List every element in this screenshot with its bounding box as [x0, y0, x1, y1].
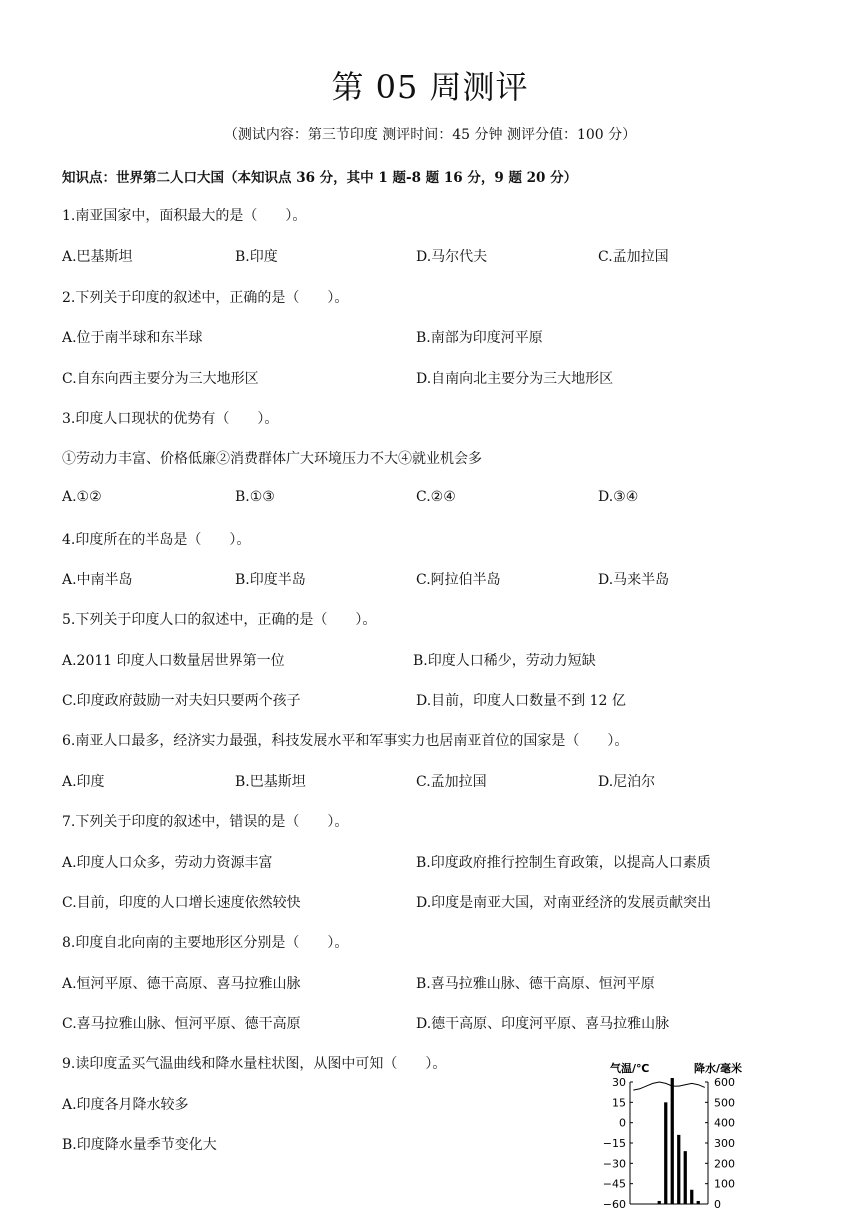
option-c[interactable]: C.印度政府鼓励一对夫妇只要两个孩子 — [62, 693, 301, 709]
right-tick-label: 100 — [714, 1177, 735, 1191]
question-stem: 2.下列关于印度的叙述中，正确的是（ ）。 — [62, 290, 349, 306]
precipitation-bar — [658, 1201, 661, 1204]
option-d[interactable]: D.马尔代夫 — [416, 249, 488, 265]
option-d[interactable]: D.马来半岛 — [598, 572, 670, 588]
right-tick-label: 400 — [714, 1116, 735, 1130]
precipitation-bar — [664, 1102, 667, 1204]
option-c[interactable]: C.阿拉伯半岛 — [416, 572, 501, 588]
left-tick-label: −60 — [602, 1198, 626, 1211]
option-b[interactable]: B.印度政府推行控制生育政策，以提高人口素质 — [416, 855, 711, 871]
question-stem: 7.下列关于印度的叙述中，错误的是（ ）。 — [62, 814, 349, 830]
page-title: 第 05 周测评 — [331, 68, 529, 106]
right-tick-label: 300 — [714, 1137, 735, 1150]
temperature-line — [633, 1082, 705, 1090]
precipitation-bar — [677, 1135, 680, 1204]
option-d[interactable]: D.自南向北主要分为三大地形区 — [416, 371, 614, 387]
option-c[interactable]: C.自东向西主要分为三大地形区 — [62, 371, 259, 387]
option-b[interactable]: B.印度半岛 — [235, 572, 306, 588]
precipitation-bar — [684, 1151, 687, 1204]
right-tick-label: 200 — [714, 1157, 735, 1171]
option-a[interactable]: A.印度 — [62, 774, 105, 790]
left-tick-label: −15 — [602, 1137, 626, 1150]
option-b[interactable]: B.南部为印度河平原 — [416, 330, 543, 346]
question-stem: 8.印度自北向南的主要地形区分别是（ ）。 — [62, 935, 349, 951]
question-stem: 4.印度所在的半岛是（ ）。 — [62, 532, 251, 548]
option-b[interactable]: B.巴基斯坦 — [235, 774, 306, 790]
question-statements: ①劳动力丰富、价格低廉②消费群体广大环境压力不大④就业机会多 — [62, 451, 482, 467]
precipitation-bar — [690, 1190, 693, 1204]
right-tick-label: 600 — [714, 1076, 735, 1089]
option-d[interactable]: D.③④ — [598, 489, 639, 505]
option-d[interactable]: D.德干高原、印度河平原、喜马拉雅山脉 — [416, 1016, 670, 1032]
option-a[interactable]: A.巴基斯坦 — [62, 249, 133, 265]
option-a[interactable]: A.印度各月降水较多 — [62, 1097, 189, 1113]
left-tick-label: 0 — [619, 1116, 626, 1130]
right-tick-label: 0 — [714, 1198, 721, 1211]
test-info: （测试内容：第三节印度 测评时间：45 分钟 测评分值：100 分） — [223, 127, 637, 143]
option-b[interactable]: B.喜马拉雅山脉、德干高原、恒河平原 — [416, 976, 655, 992]
y-axis-label-temperature: 气温/℃ — [610, 1062, 650, 1075]
option-d[interactable]: D.尼泊尔 — [598, 774, 656, 790]
option-a[interactable]: A.恒河平原、德干高原、喜马拉雅山脉 — [62, 976, 301, 992]
option-c[interactable]: C.②④ — [416, 489, 456, 505]
option-b[interactable]: B.印度人口稀少，劳动力短缺 — [413, 653, 596, 669]
question-stem: 1.南亚国家中，面积最大的是（ ）。 — [62, 208, 307, 224]
option-a[interactable]: A.印度人口众多，劳动力资源丰富 — [62, 855, 273, 871]
option-a[interactable]: A.位于南半球和东半球 — [62, 330, 203, 346]
option-d[interactable]: D.目前，印度人口数量不到 12 亿 — [416, 693, 626, 709]
y-axis-label-precipitation: 降水/毫米 — [694, 1062, 743, 1075]
option-c[interactable]: C.喜马拉雅山脉、恒河平原、德干高原 — [62, 1016, 301, 1032]
option-c[interactable]: C.孟加拉国 — [598, 249, 669, 265]
question-stem: 6.南亚人口最多，经济实力最强，科技发展水平和军事实力也居南亚首位的国家是（ ）。 — [62, 733, 629, 749]
question-stem: 9.读印度孟买气温曲线和降水量柱状图，从图中可知（ ）。 — [62, 1056, 447, 1072]
option-b[interactable]: B.印度降水量季节变化大 — [62, 1137, 217, 1153]
knowledge-point: 知识点：世界第二人口大国（本知识点 36 分，其中 1 题-8 题 16 分，9 题 20 分） — [62, 170, 578, 186]
right-tick-label: 500 — [714, 1096, 735, 1110]
left-tick-label: 30 — [612, 1076, 626, 1089]
option-c[interactable]: C.孟加拉国 — [416, 774, 487, 790]
left-tick-label: −45 — [602, 1177, 626, 1191]
option-a[interactable]: A.2011 印度人口数量居世界第一位 — [62, 653, 285, 669]
left-tick-label: −30 — [602, 1157, 626, 1171]
option-a[interactable]: A.中南半岛 — [62, 572, 133, 588]
question-stem: 5.下列关于印度人口的叙述中，正确的是（ ）。 — [62, 612, 377, 628]
option-c[interactable]: C.目前，印度的人口增长速度依然较快 — [62, 895, 301, 911]
climate-chart — [600, 1058, 760, 1216]
option-a[interactable]: A.①② — [62, 489, 102, 505]
precipitation-bar — [671, 1078, 674, 1204]
option-b[interactable]: B.①③ — [235, 489, 275, 505]
precipitation-bar — [697, 1201, 700, 1204]
left-tick-label: 15 — [612, 1096, 626, 1110]
option-b[interactable]: B.印度 — [235, 249, 278, 265]
option-d[interactable]: D.印度是南亚大国，对南亚经济的发展贡献突出 — [416, 895, 712, 911]
question-stem: 3.印度人口现状的优势有（ ）。 — [62, 411, 279, 427]
